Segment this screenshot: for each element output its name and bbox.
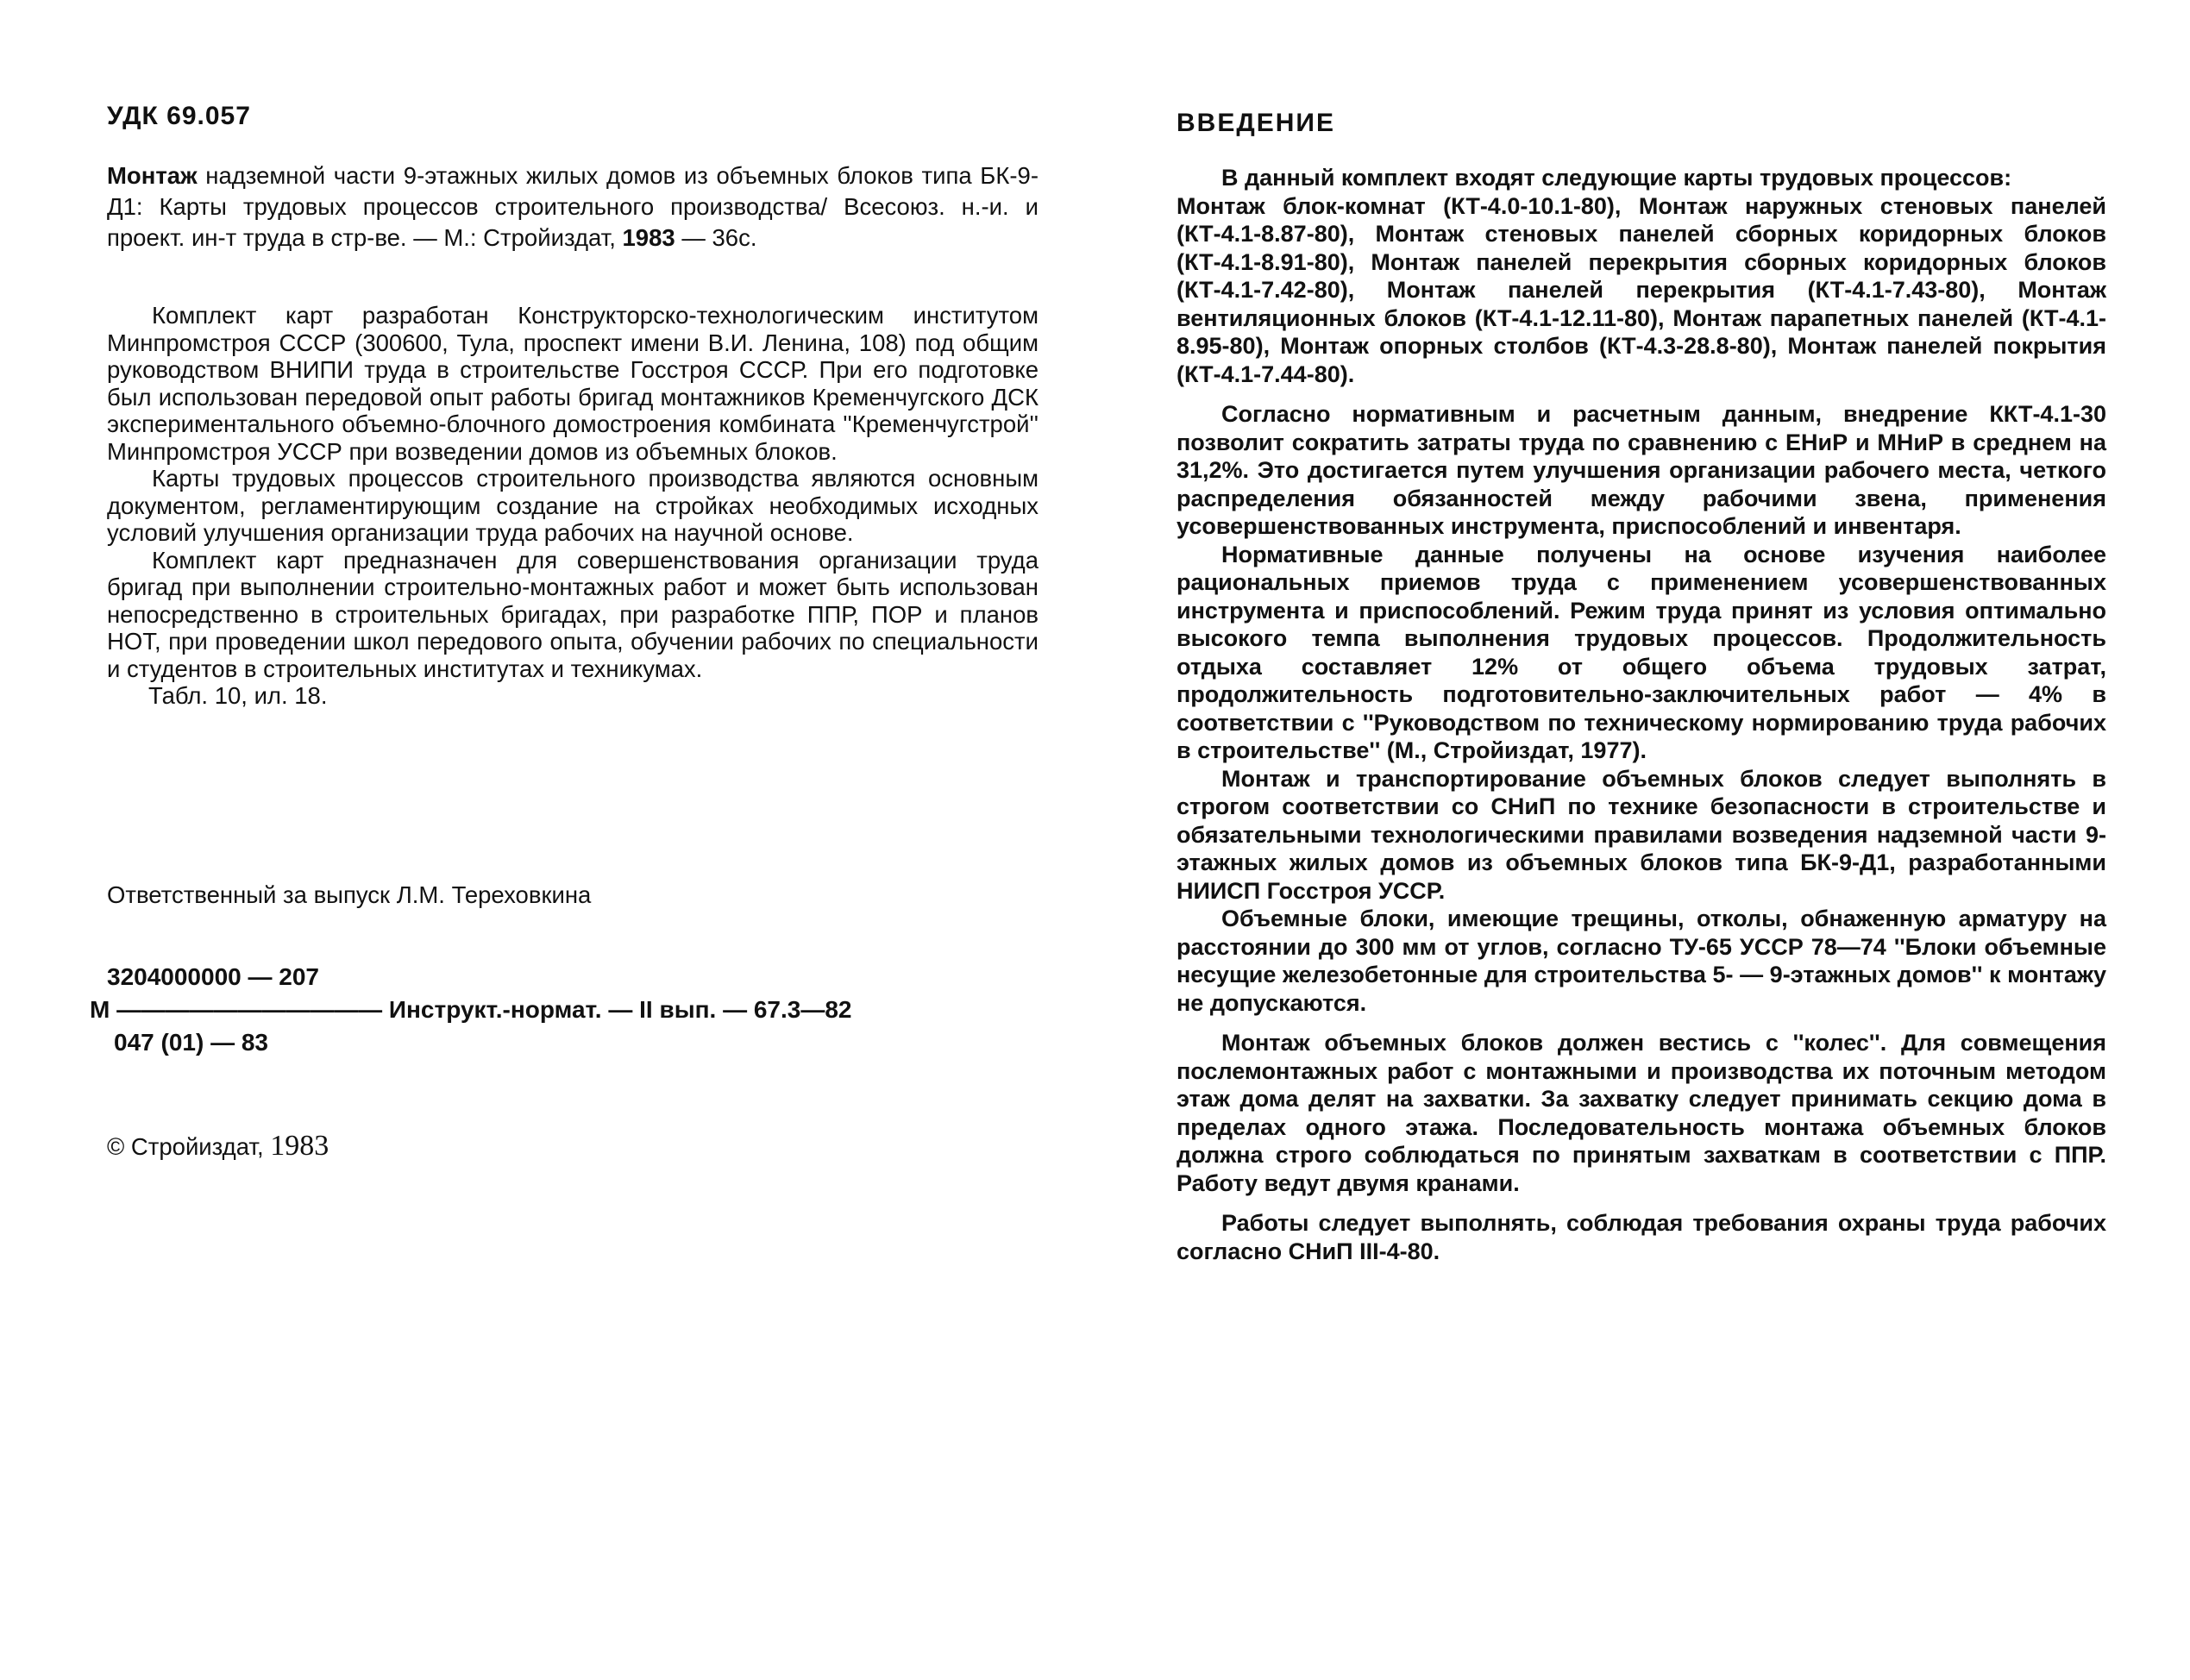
responsible-editor: Ответственный за выпуск Л.М. Тереховкина (107, 881, 592, 908)
intro-paragraph: Нормативные данные получены на основе изучения наиболее рациональных приемов труда с применением усовершенствованных инструмента и приспособлений. Режим труда принят из условия оптимально высокого темпа выполнения трудовых процессов. Продолжительность отдыха составляет 12% от общего объема трудовых затрат, продолжительность подготовительно-заключительных работ — 4% в соответствии с ''Руководством по техническому нормированию труда рабочих в строительстве'' (М., Стройиздат, 1977). (1177, 541, 2106, 763)
intro-paragraph: В данный комплект входят следующие карты трудовых процессов: (1221, 165, 2012, 191)
copyright-text: © Стройиздат, (107, 1133, 271, 1160)
copyright (107, 1130, 329, 1163)
catalog-code-line: 047 (01) — 83 (114, 1029, 268, 1056)
catalog-code-line: 3204000000 — 207 (107, 963, 319, 990)
udk-code: УДК 69.057 (107, 102, 251, 130)
intro-paragraph: Монтаж блок-комнат (КТ-4.0-10.1-80), Монтаж наружных стеновых панелей (КТ-4.1-8.87-80), Монтаж стеновых панелей сборных коридорных блоков (КТ-4.1-8.91-80), Монтаж панелей перекрытия сборных коридорных блоков (КТ-4.1-7.42-80), Монтаж панелей перекрытия (КТ-4.1-7.43-80), Монтаж вентиляционных блоков (КТ-4.1-12.11-80), Монтаж парапетных панелей (КТ-4.1-8.95-80), Монтаж опорных столбов (КТ-4.3-28.8-80), Монтаж панелей покрытия (КТ-4.1-7.44-80). (1177, 192, 2106, 387)
abstract-paragraph: Карты трудовых процессов строительного производства являются основным документом, регламентирующим создание на стройках необходимых исходных условий улучшения организации труда рабочих на научной основе. (107, 465, 1039, 546)
intro-paragraph: Согласно нормативным и расчетным данным, внедрение ККТ-4.1-30 позволит сократить затраты труда по сравнению с ЕНиР и МНиР в среднем на 31,2%. Это достигается путем улучшения организации рабочего места, четкого распределения обязанностей между рабочими звена, применения усовершенствованных инструмента, приспособлений и инвентаря. (1177, 401, 2106, 539)
biblio-title-word: Монтаж (107, 162, 198, 189)
catalog-code-line: М ——————————— Инструкт.-нормат. — II вып. — 67.3—82 (90, 996, 852, 1023)
abstract (107, 302, 1039, 710)
bibliographic-record (107, 160, 1039, 254)
biblio-year: 1983 (622, 224, 675, 251)
abstract-paragraph: Комплект карт предназначен для совершенствования организации труда бригад при выполнении строительно-монтажных работ и может быть использован непосредственно в строительных бригадах, при разработке ППР, ПОР и планов НОТ, при проведении школ передового опыта, обучении рабочих по специальности и студентов в строительных институтах и техникумах. (107, 546, 1039, 682)
intro-paragraph: Монтаж объемных блоков должен вестись с ''колес''. Для совмещения послемонтажных работ с монтажными и производства их поточным методом этаж дома делят на захватки. За захватку следует принимать секцию дома в пределах одного этажа. Последовательность монтажа объемных блоков должна строго соблюдаться по принятым захваткам в соответствии с ППР. Работу ведут двумя кранами. (1177, 1030, 2106, 1196)
introduction-body (1177, 164, 2106, 1265)
intro-paragraph: Работы следует выполнять, соблюдая требования охраны труда рабочих согласно СНиП III-4-80. (1177, 1210, 2106, 1264)
intro-paragraph: Монтаж и транспортирование объемных блоков следует выполнять в строгом соответствии со СНиП по технике безопасности в строительстве и обязательными технологическими правилами возведения надземной части 9-этажных жилых домов из объемных блоков типа БК-9-Д1, разработанными НИИСП Госстроя УССР. (1177, 765, 2106, 904)
left-page (0, 0, 1087, 1680)
copyright-year: 1983 (270, 1130, 329, 1162)
intro-paragraph: Объемные блоки, имеющие трещины, отколы, обнаженную арматуру на расстоянии до 300 мм от углов, согласно ТУ-65 УССР 78—74 ''Блоки объемные несущие железобетонные для строительства 5- — 9-этажных домов'' к монтажу не допускаются. (1177, 906, 2106, 1016)
catalog-code (90, 961, 852, 1059)
biblio-description: надземной части 9-этажных жилых домов из объемных блоков типа БК-9-Д1: Карты трудовых процессов строительного производства/ Всесоюз. н.-и. и проект. ин-т труда в стр-ве. — М.: Стройиздат, (107, 162, 1039, 251)
tables-figures-count: Табл. 10, ил. 18. (148, 682, 328, 709)
biblio-pages: — 36с. (675, 224, 757, 251)
section-title: ВВЕДЕНИЕ (1177, 109, 1335, 137)
abstract-paragraph: Комплект карт разработан Конструкторско-технологическим институтом Минпромстроя СССР (300600, Тула, проспект имени В.И. Ленина, 108) под общим руководством ВНИПИ труда в строительстве Госстроя СССР. При его подготовке был использован передовой опыт работы бригад монтажников Кременчугского ДСК экспериментального объемно-блочного домостроения комбината ''Кременчугстрой'' Минпромстроя УССР при возведении домов из объемных блоков. (107, 302, 1039, 465)
